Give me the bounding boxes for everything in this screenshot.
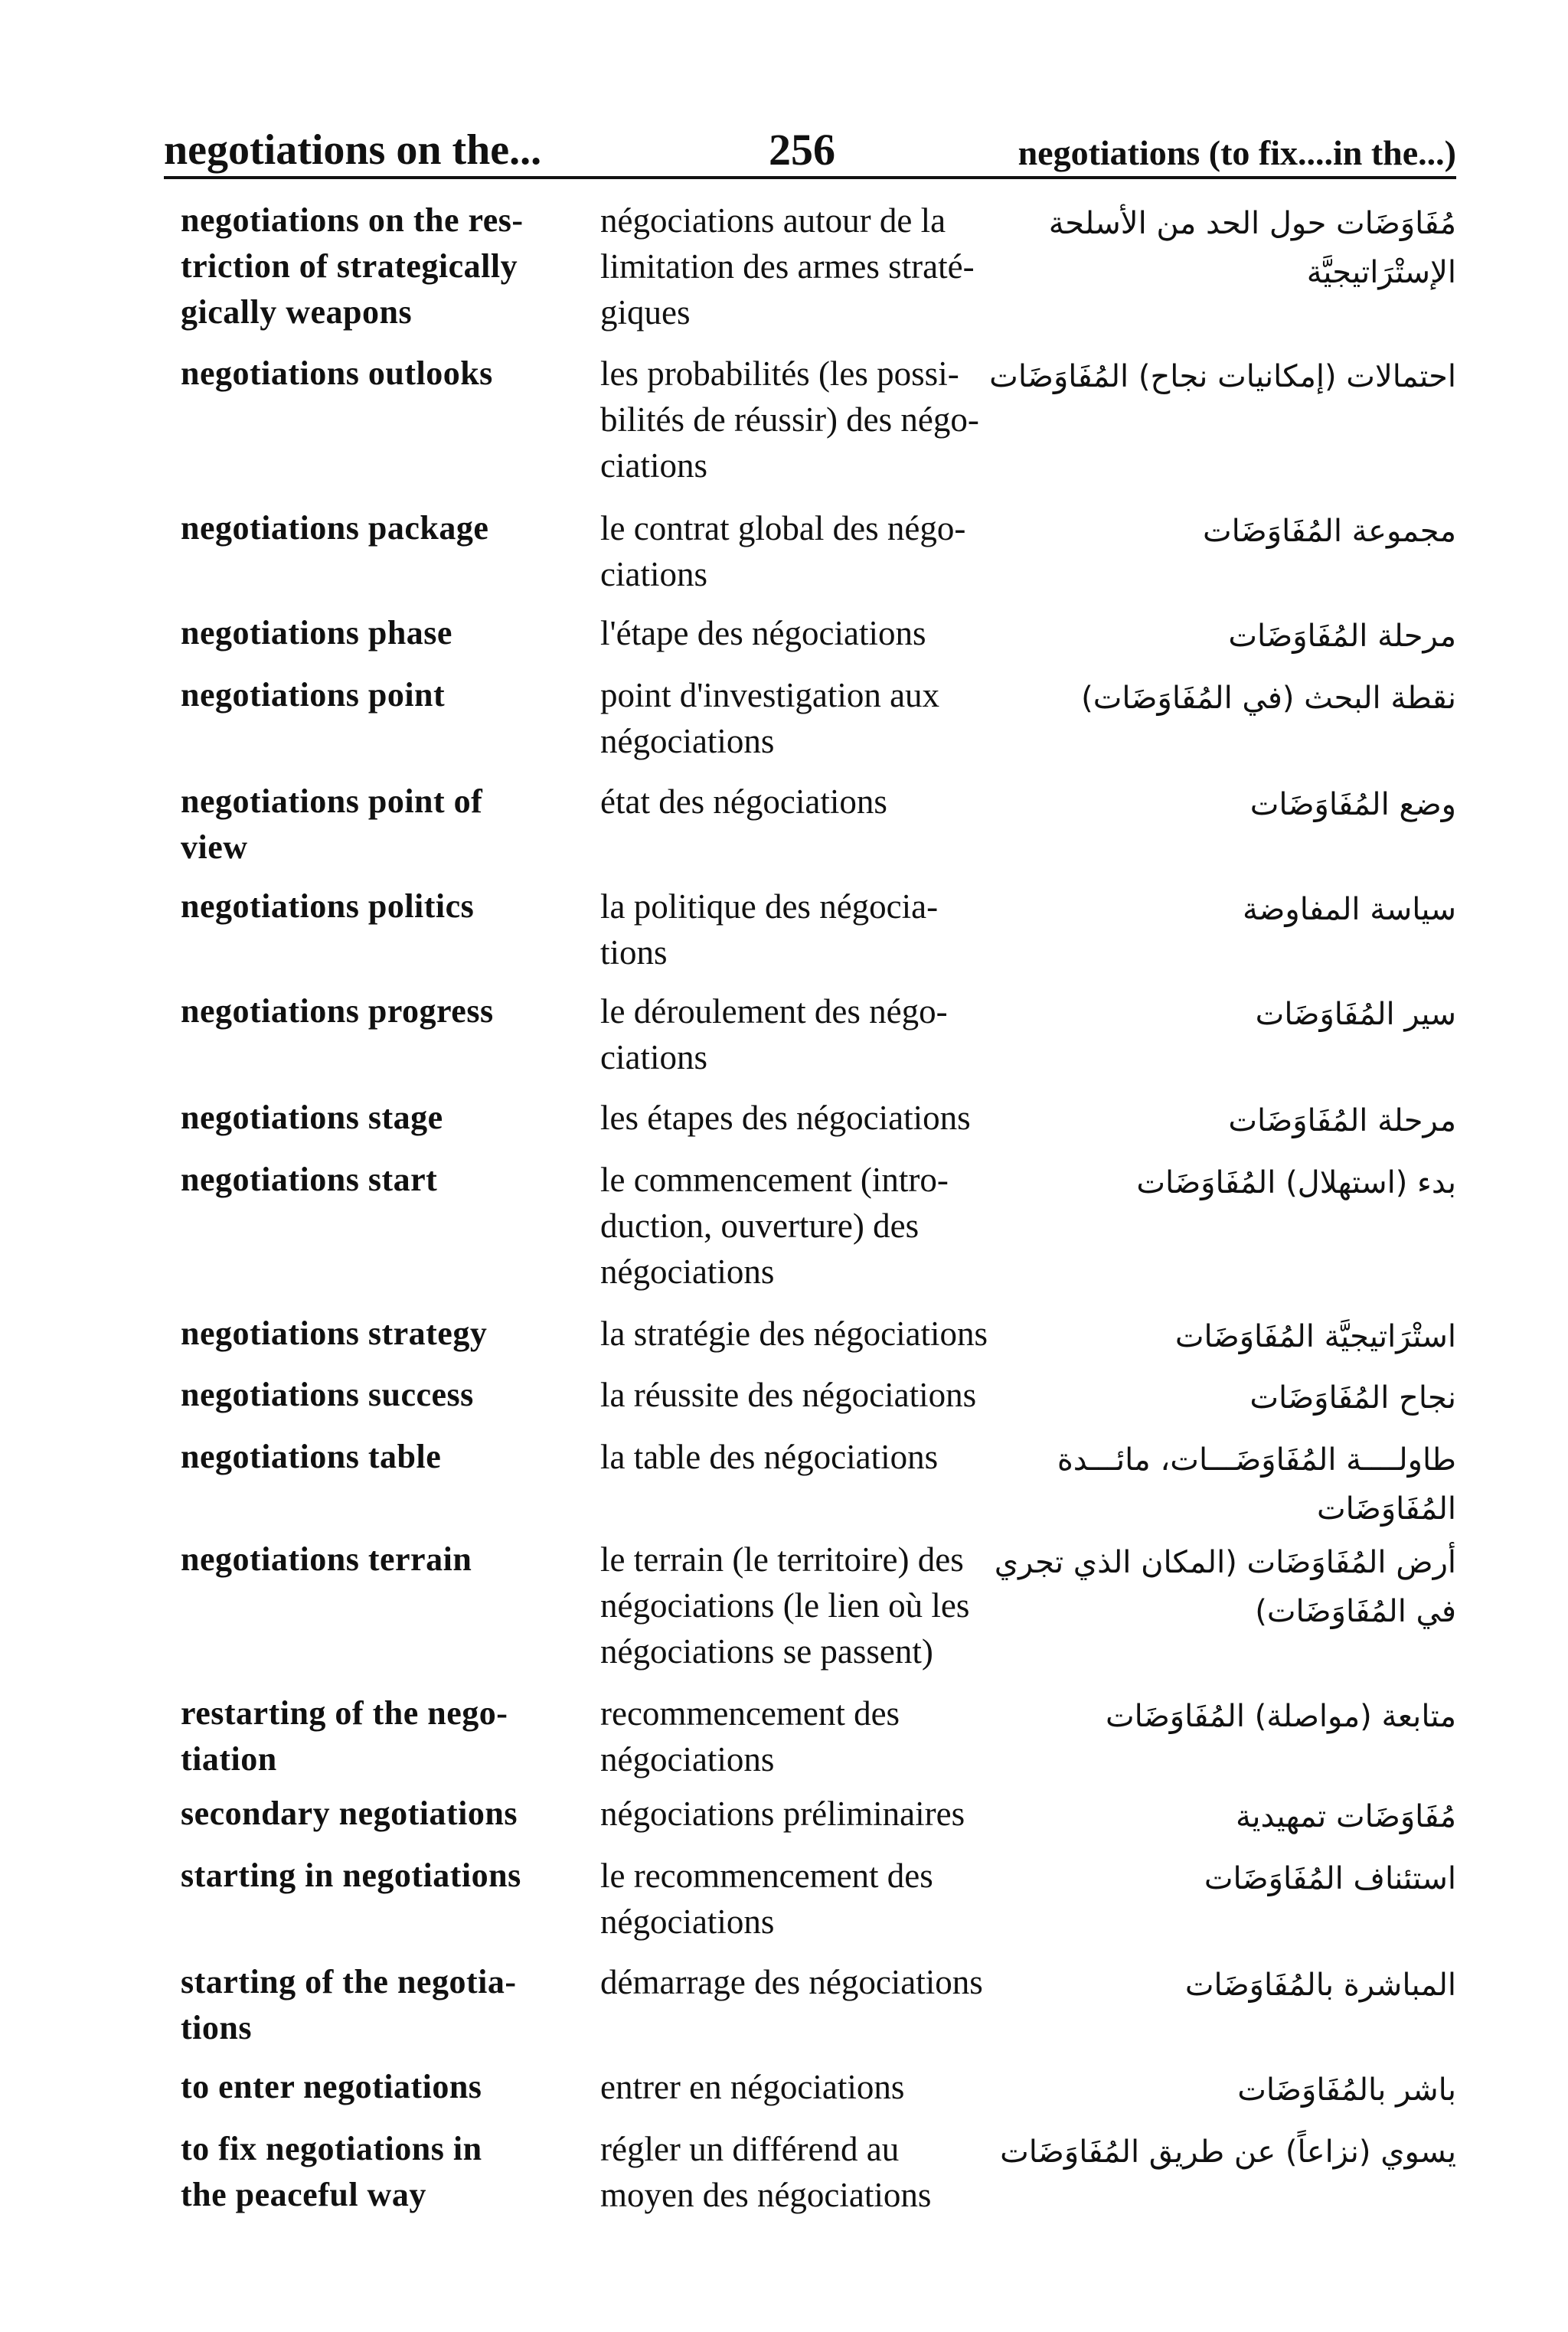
english-term <box>181 1434 586 1480</box>
english-term <box>181 1311 586 1357</box>
arabic-translation <box>1027 1959 1456 2010</box>
arabic-translation <box>994 1537 1456 1636</box>
arabic-translation <box>1027 883 1456 934</box>
french-translation-line: bilités de réussir) des négo- <box>600 400 979 439</box>
french-translation <box>600 1791 998 1837</box>
english-term-line: negotiations outlooks <box>181 354 493 392</box>
arabic-translation <box>1000 2126 1456 2177</box>
english-term-line: starting in negotiations <box>181 1857 521 1894</box>
arabic-translation-line: متابعة (مواصلة) المُفَاوَضَات <box>1105 1699 1456 1734</box>
arabic-translation-line: وضع المُفَاوَضَات <box>1250 787 1456 822</box>
arabic-translation-line: أرض المُفَاوَضَات (المكان الذي تجري <box>994 1545 1456 1580</box>
header-left-guide-word: negotiations on the... <box>164 126 542 174</box>
english-term-line: tions <box>181 2009 252 2046</box>
french-translation-line: négociations <box>600 722 775 760</box>
french-translation-line: le contrat global des négo- <box>600 509 966 547</box>
arabic-translation-line: الإستْرَاتيجيَّة <box>1306 255 1456 290</box>
arabic-translation <box>1027 610 1456 661</box>
english-term <box>181 1372 586 1418</box>
french-translation-line: giques <box>600 293 691 332</box>
english-term-line: to enter negotiations <box>181 2068 482 2105</box>
french-translation-line: les étapes des négociations <box>600 1099 971 1137</box>
arabic-translation <box>1027 1690 1456 1741</box>
french-translation-line: négociations préliminaires <box>600 1795 965 1833</box>
english-term <box>181 610 586 656</box>
french-translation-line: négociations <box>600 1903 775 1941</box>
french-translation-line: recommencement des <box>600 1694 900 1733</box>
english-term-line: triction of strategically <box>181 247 518 285</box>
english-term-line: to fix negotiations in <box>181 2130 482 2167</box>
english-term-line: view <box>181 828 248 866</box>
french-translation-line: régler un différend au <box>600 2130 900 2168</box>
french-translation-line: la table des négociations <box>600 1438 939 1476</box>
arabic-translation <box>1027 988 1456 1039</box>
english-term-line: the peaceful way <box>181 2176 426 2213</box>
french-translation <box>600 610 998 656</box>
french-translation-line: le déroulement des négo- <box>600 992 948 1030</box>
page-number: 256 <box>769 125 835 175</box>
french-translation-line: négociations <box>600 1740 775 1778</box>
arabic-translation-line: احتمالات (إمكانيات نجاح) المُفَاوَضَات <box>989 359 1456 394</box>
french-translation-line: l'étape des négociations <box>600 614 926 652</box>
french-translation <box>600 988 998 1080</box>
french-translation-line: la stratégie des négociations <box>600 1315 988 1353</box>
english-term <box>181 779 586 870</box>
arabic-translation-line: مُفَاوَضَات حول الحد من الأسلحة <box>1048 206 1456 241</box>
french-translation <box>600 1157 998 1295</box>
arabic-translation <box>1027 2064 1456 2115</box>
french-translation-line: état des négociations <box>600 782 887 821</box>
french-translation-line: négociations autour de la <box>600 201 946 240</box>
french-translation-line: limitation des armes straté- <box>600 247 975 286</box>
english-term-line: negotiations stage <box>181 1099 443 1136</box>
english-term <box>181 351 586 397</box>
english-term-line: negotiations on the res- <box>181 201 524 239</box>
english-term-line: restarting of the nego- <box>181 1694 508 1732</box>
header-right-guide-word: negotiations (to fix....in the...) <box>1018 133 1456 172</box>
french-translation-line: moyen des négociations <box>600 2176 932 2214</box>
english-term <box>181 1095 586 1141</box>
arabic-translation-line: المُفَاوَضَات <box>1317 1491 1456 1527</box>
english-term-line: negotiations progress <box>181 992 494 1030</box>
french-translation <box>600 1853 998 1945</box>
arabic-translation <box>1027 1434 1456 1533</box>
english-term-line: negotiations table <box>181 1438 442 1475</box>
arabic-translation <box>1027 1095 1456 1145</box>
french-translation-line: duction, ouverture) des <box>600 1207 920 1245</box>
arabic-translation <box>1027 779 1456 829</box>
french-translation-line: les probabilités (les possi- <box>600 354 959 393</box>
english-term-line: secondary negotiations <box>181 1795 518 1832</box>
english-term-line: negotiations point of <box>181 782 483 820</box>
arabic-translation-line: يسوي (نزاعاً) عن طريق المُفَاوَضَات <box>1000 2134 1456 2170</box>
arabic-translation <box>1027 1157 1456 1207</box>
arabic-translation-line: استْرَاتيجيَّة المُفَاوَضَات <box>1174 1319 1456 1354</box>
french-translation-line: négociations <box>600 1253 775 1291</box>
arabic-translation <box>1027 1853 1456 1903</box>
arabic-translation-line: استئناف المُفَاوَضَات <box>1204 1861 1456 1896</box>
english-term <box>181 2064 586 2110</box>
french-translation-line: entrer en négociations <box>600 2068 905 2106</box>
french-translation-line: la réussite des négociations <box>600 1376 977 1414</box>
french-translation <box>600 779 998 825</box>
french-translation-line: négociations se passent) <box>600 1632 933 1671</box>
english-term <box>181 883 586 929</box>
english-term <box>181 1959 586 2051</box>
arabic-translation-line: مجموعة المُفَاوَضَات <box>1202 514 1456 549</box>
arabic-translation-line: طاولــــة المُفَاوَضَـــات، مائـــدة <box>1057 1442 1456 1478</box>
french-translation <box>600 1311 998 1357</box>
french-translation <box>600 1372 998 1418</box>
arabic-translation-line: في المُفَاوَضَات) <box>1255 1594 1456 1629</box>
french-translation <box>600 1537 998 1674</box>
arabic-translation-line: سير المُفَاوَضَات <box>1255 997 1456 1032</box>
french-translation-line: le terrain (le territoire) des <box>600 1540 964 1579</box>
arabic-translation-line: نجاح المُفَاوَضَات <box>1250 1380 1456 1416</box>
arabic-translation-line: بدء (استهلال) المُفَاوَضَات <box>1136 1165 1456 1200</box>
french-translation-line: le recommencement des <box>600 1857 933 1895</box>
arabic-translation-line: سياسة المفاوضة <box>1242 892 1456 927</box>
english-term-line: starting of the negotia- <box>181 1963 517 2000</box>
arabic-translation-line: مرحلة المُفَاوَضَات <box>1228 1103 1456 1138</box>
english-term <box>181 1537 586 1582</box>
english-term <box>181 505 586 551</box>
french-translation-line: ciations <box>600 446 707 485</box>
english-term <box>181 1791 586 1837</box>
arabic-translation <box>1027 1791 1456 1841</box>
english-term <box>181 1690 586 1782</box>
french-translation <box>600 883 998 975</box>
french-translation-line: démarrage des négociations <box>600 1963 983 2001</box>
french-translation <box>600 1959 998 2005</box>
french-translation-line: le commencement (intro- <box>600 1161 949 1199</box>
french-translation-line: ciations <box>600 555 707 593</box>
arabic-translation <box>1027 198 1456 297</box>
french-translation-line: négociations (le lien où les <box>600 1586 970 1625</box>
english-term <box>181 1853 586 1899</box>
english-term <box>181 2126 586 2218</box>
french-translation <box>600 351 998 488</box>
french-translation <box>600 1095 998 1141</box>
arabic-translation-line: مرحلة المُفَاوَضَات <box>1228 619 1456 654</box>
english-term-line: negotiations strategy <box>181 1315 488 1352</box>
french-translation <box>600 1690 998 1782</box>
french-translation-line: tions <box>600 933 668 972</box>
english-term-line: negotiations phase <box>181 614 452 652</box>
english-term-line: negotiations politics <box>181 887 475 925</box>
english-term <box>181 672 586 718</box>
french-translation <box>600 2064 998 2110</box>
arabic-translation-line: باشر بالمُفَاوَضَات <box>1237 2072 1456 2108</box>
arabic-translation-line: المباشرة بالمُفَاوَضَات <box>1184 1968 1456 2003</box>
english-term <box>181 198 586 335</box>
arabic-translation <box>989 351 1456 401</box>
english-term-line: negotiations success <box>181 1376 474 1413</box>
arabic-translation <box>1027 1311 1456 1361</box>
arabic-translation <box>1027 672 1456 723</box>
arabic-translation-line: مُفَاوَضَات تمهيدية <box>1235 1799 1456 1834</box>
arabic-translation <box>1027 1372 1456 1422</box>
english-term-line: gically weapons <box>181 293 413 331</box>
french-translation <box>600 672 998 764</box>
french-translation <box>600 2126 998 2218</box>
english-term <box>181 988 586 1034</box>
english-term-line: negotiations package <box>181 509 489 547</box>
english-term-line: negotiations terrain <box>181 1540 472 1578</box>
english-term-line: tiation <box>181 1740 277 1778</box>
english-term <box>181 1157 586 1203</box>
arabic-translation-line: نقطة البحث (في المُفَاوَضَات) <box>1081 681 1456 716</box>
french-translation-line: point d'investigation aux <box>600 676 940 714</box>
french-translation <box>600 1434 998 1480</box>
french-translation <box>600 505 998 597</box>
english-term-line: negotiations point <box>181 676 446 714</box>
french-translation-line: ciations <box>600 1038 707 1076</box>
french-translation-line: la politique des négocia- <box>600 887 939 926</box>
french-translation <box>600 198 998 335</box>
english-term-line: negotiations start <box>181 1161 438 1198</box>
arabic-translation <box>1027 505 1456 556</box>
